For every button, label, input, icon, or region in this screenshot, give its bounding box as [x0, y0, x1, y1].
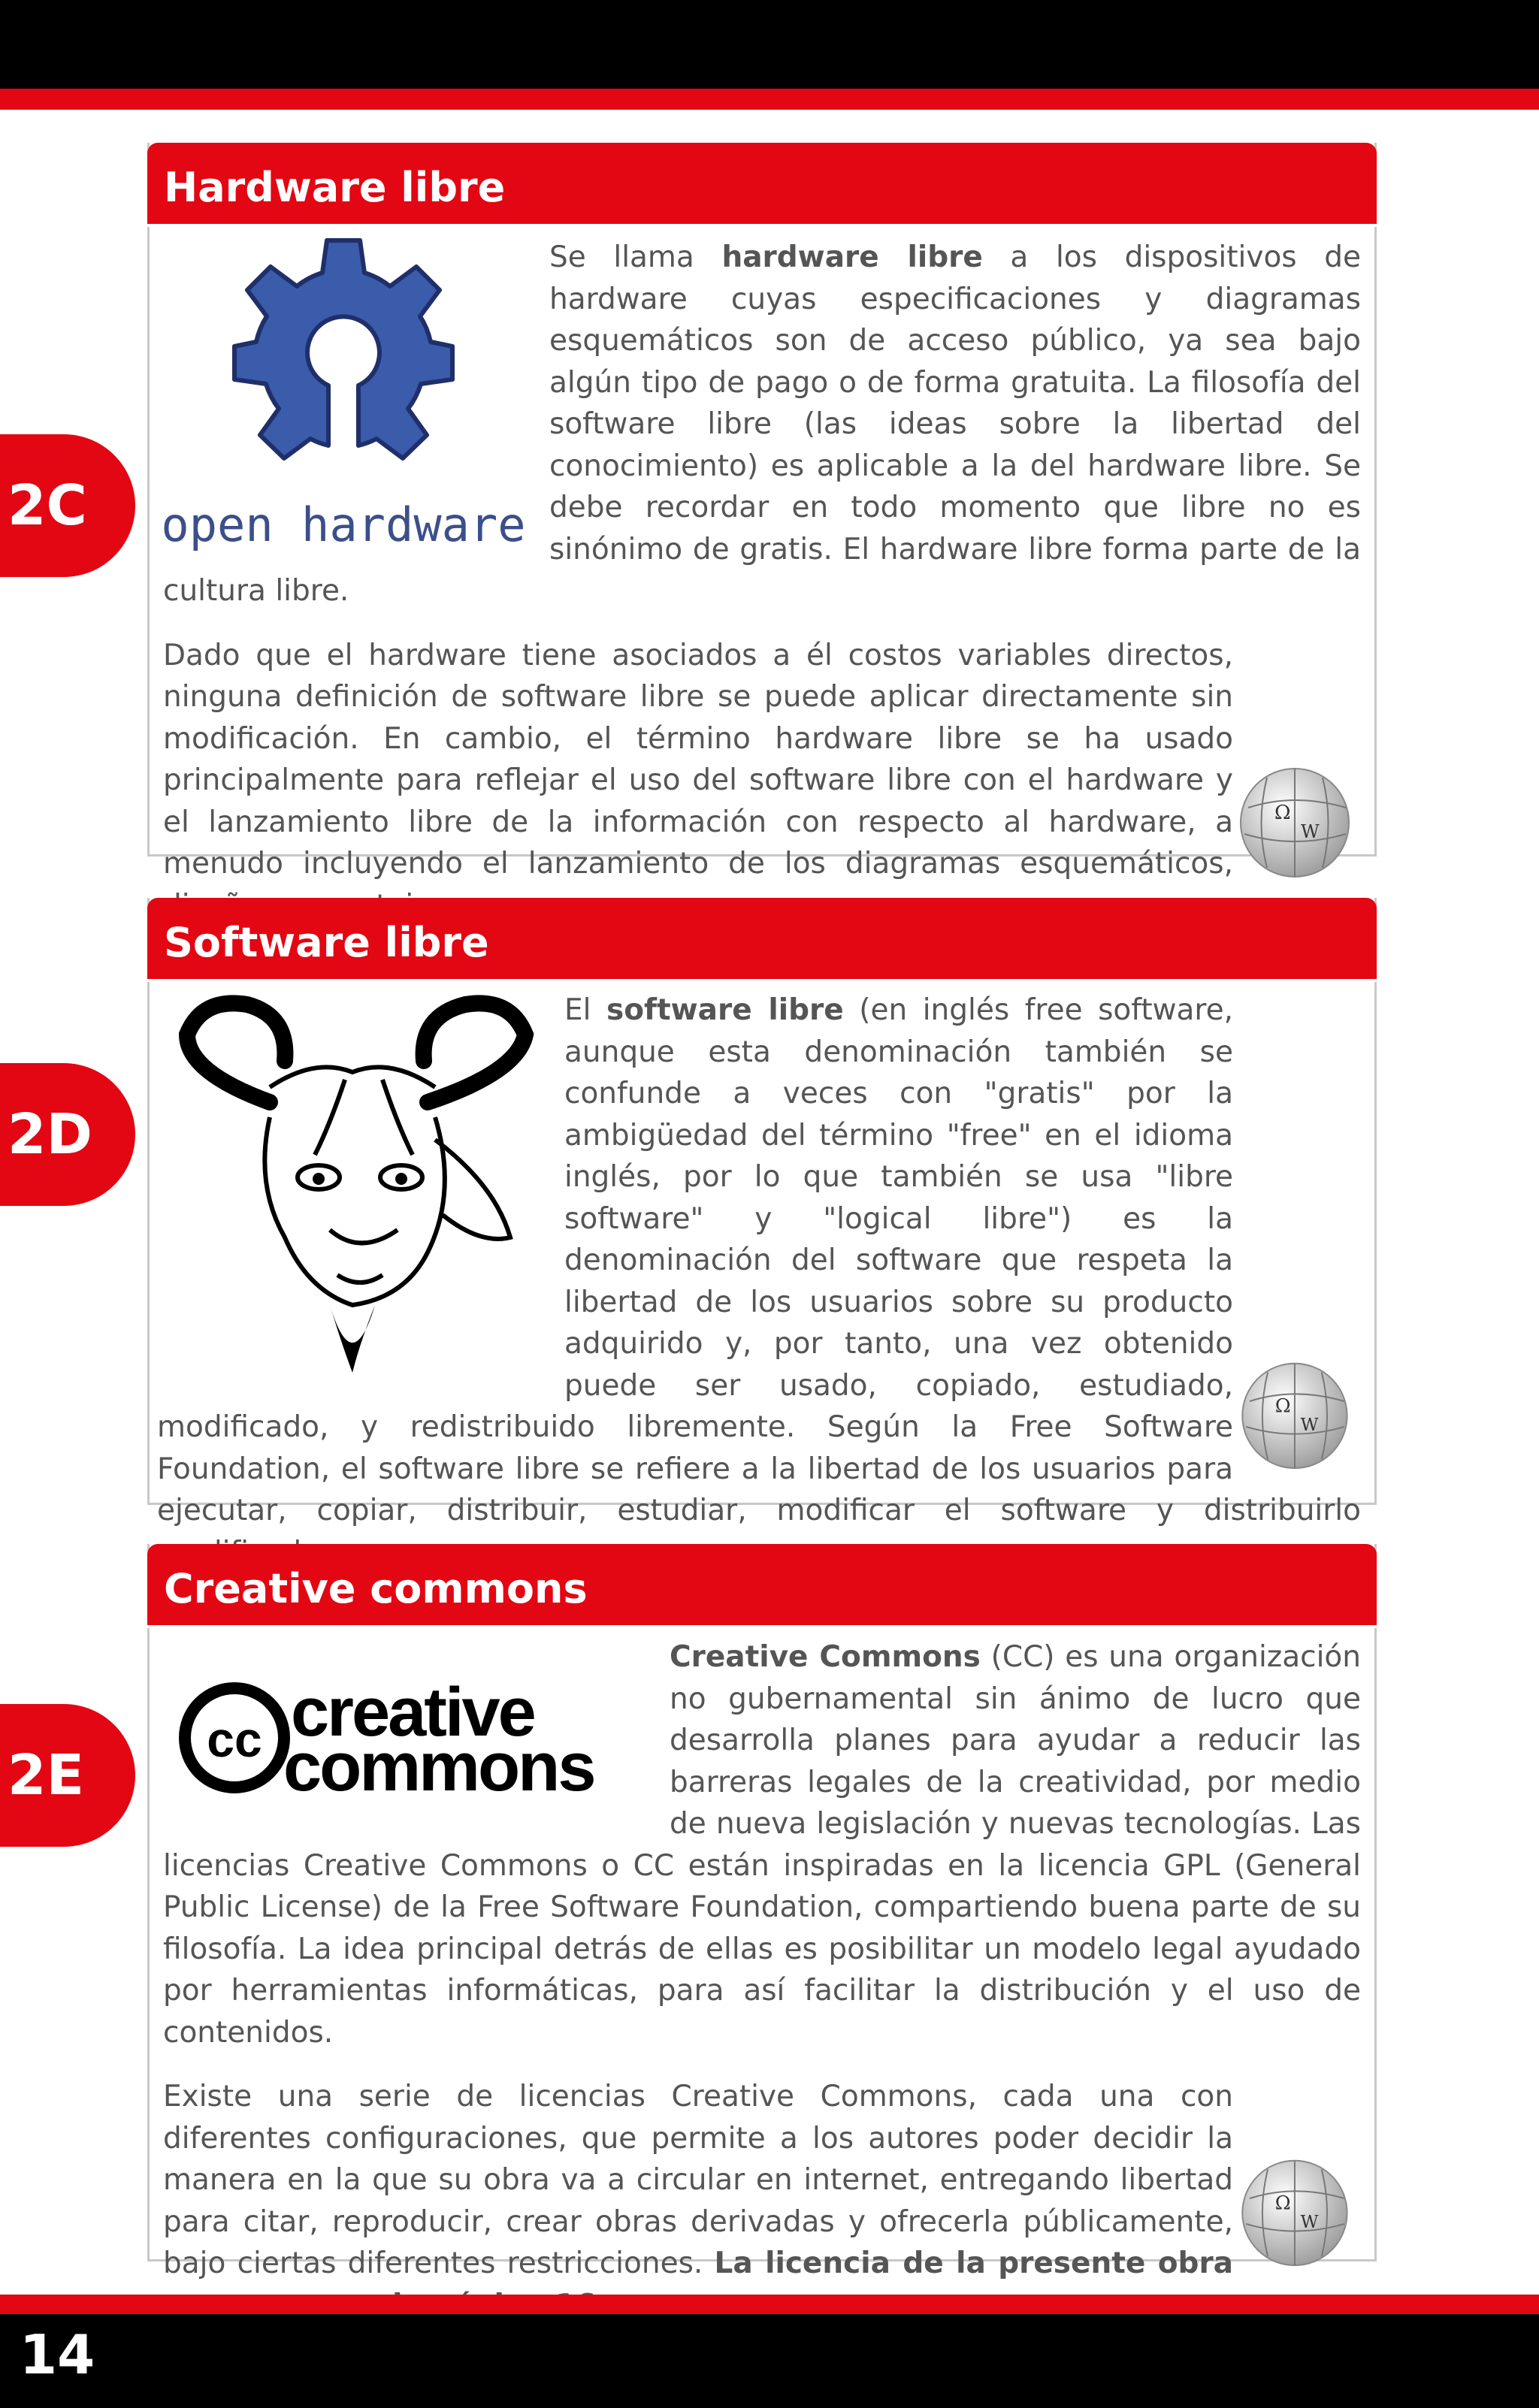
- p1-pre: El: [564, 993, 607, 1027]
- section-hardware-libre: [147, 143, 1377, 881]
- gnu-head-icon: [157, 989, 552, 1388]
- section-title: Hardware libre: [164, 164, 506, 211]
- open-hardware-gear-icon: [163, 237, 524, 560]
- wikipedia-globe-icon: [1233, 763, 1361, 883]
- section-software-libre: [147, 898, 1377, 1527]
- open-hardware-logo: [163, 237, 539, 560]
- p1-bold: hardware libre: [721, 240, 983, 274]
- section-header: [147, 1544, 1377, 1625]
- p1-post: (en inglés free software, aunque esta denominación también se confunde a veces con "gratis" por la ambigüedad del término "free" en el idioma inglés, por lo que también se usa "libre software" y "logical libre") es la denominación del software que respeta la libertad de los usuarios sobre su producto adquirido y, por tanto, una vez obtenido puede ser usado, copiado, estudiado, modificado, y redistribuido libremente. Según la Free Software Foundation, el software libre se refiere a la libertad de los usuarios para ejecutar, copiar, distribuir, estudiar, modificar el software y distribuirlo: [157, 993, 1361, 1527]
- bottom-black-bar: [0, 2314, 1539, 2408]
- section-creative-commons: [147, 1544, 1377, 2280]
- section-tab-2c: [0, 434, 135, 577]
- svg-text:Ω: Ω: [1274, 801, 1291, 824]
- cc-logo-icon: [163, 1636, 652, 1824]
- tab-label: 2D: [8, 1102, 92, 1167]
- page-number: 14: [20, 2323, 95, 2386]
- logo-text-creative: creative: [291, 1674, 534, 1751]
- tab-label: 2E: [8, 1743, 85, 1808]
- p1-pre: Se llama: [549, 240, 722, 274]
- logo-text: open hardware: [163, 497, 524, 552]
- top-black-bar: [0, 0, 1539, 89]
- logo-text-commons: commons: [283, 1729, 594, 1805]
- section-title: Creative commons: [164, 1565, 588, 1612]
- svg-text:W: W: [1300, 1414, 1319, 1435]
- p2-bold: La licencia de la presente obra: [714, 2246, 1233, 2280]
- svg-text:W: W: [1301, 820, 1320, 842]
- tab-label: 2C: [8, 473, 87, 538]
- wikipedia-globe-icon: [1233, 2155, 1361, 2271]
- section-body: [163, 237, 1361, 926]
- p1-bold: software libre: [606, 993, 844, 1027]
- p1-post: a los dispositivos de hardware cuyas especificaciones y diagramas esquemáticos son de acceso público, ya sea bajo algún tipo de pago o de forma gratuita. La filosofía del software libre (las ideas sobre la libertad del conocimiento) es aplicable a la del hardware libre. Se debe recordar en todo momento que libre no es sinónimo de gratis. El hardware libre forma parte de la cultura libre.: [163, 240, 1361, 608]
- creative-commons-logo: [163, 1636, 658, 1832]
- p2: Existe una serie de licencias Creative Commons, cada una con diferentes configuraciones, que permite a los autores poder decidir la manera en la que su obra va a circular en internet, entregando libertad para citar, reproducir, crear obras derivadas y ofrecerla públicamente, bajo ciertas diferentes restricciones.: [163, 2080, 1233, 2280]
- section-header: [147, 143, 1377, 224]
- top-red-stripe: [0, 89, 1539, 110]
- section-header: [147, 898, 1377, 979]
- svg-text:Ω: Ω: [1274, 2192, 1291, 2214]
- svg-text:Ω: Ω: [1274, 1394, 1291, 1417]
- section-tab-2e: [0, 1704, 135, 1847]
- gnu-head-logo: [157, 989, 552, 1388]
- p2: Dado que el hardware tiene asociados a él costos variables directos, ninguna definición de software libre se puede aplicar directamente sin modificación. En cambio, el término hardware libre se ha usado principalmente para reflejar el uso del software libre con el hardware y el lanzamiento libre de la información con respecto al hardware, a menudo incluyendo el lanzamiento de los diagramas esquemáticos,: [163, 638, 1233, 881]
- section-body: [163, 1636, 1361, 2326]
- section-title: Software libre: [164, 919, 489, 966]
- bottom-red-stripe: [0, 2295, 1539, 2314]
- section-body: [157, 989, 1361, 1573]
- p1-post: (CC) es una organización no gubernamental sin ánimo de lucro que desarrolla planes para ayudar a reducir las barreras legales de la creatividad, por medio de nueva legislación y nuevas tecnologías. Las licencias Creative Commons o CC están inspiradas en la licencia GPL (General Public License) de la Free Software Foundation, compartiendo buena parte de su filosofía. La idea principal detrás de ellas es posibilitar un modelo legal ayudado por herramientas informáticas, para así facilitar la distribución y el uso de contenidos.: [163, 1640, 1362, 2050]
- section-tab-2d: [0, 1063, 135, 1206]
- svg-text:W: W: [1300, 2211, 1319, 2232]
- p1-bold: Creative Commons: [670, 1640, 981, 1674]
- logo-cc: cc: [207, 1712, 262, 1767]
- wikipedia-globe-icon: [1233, 1358, 1361, 1474]
